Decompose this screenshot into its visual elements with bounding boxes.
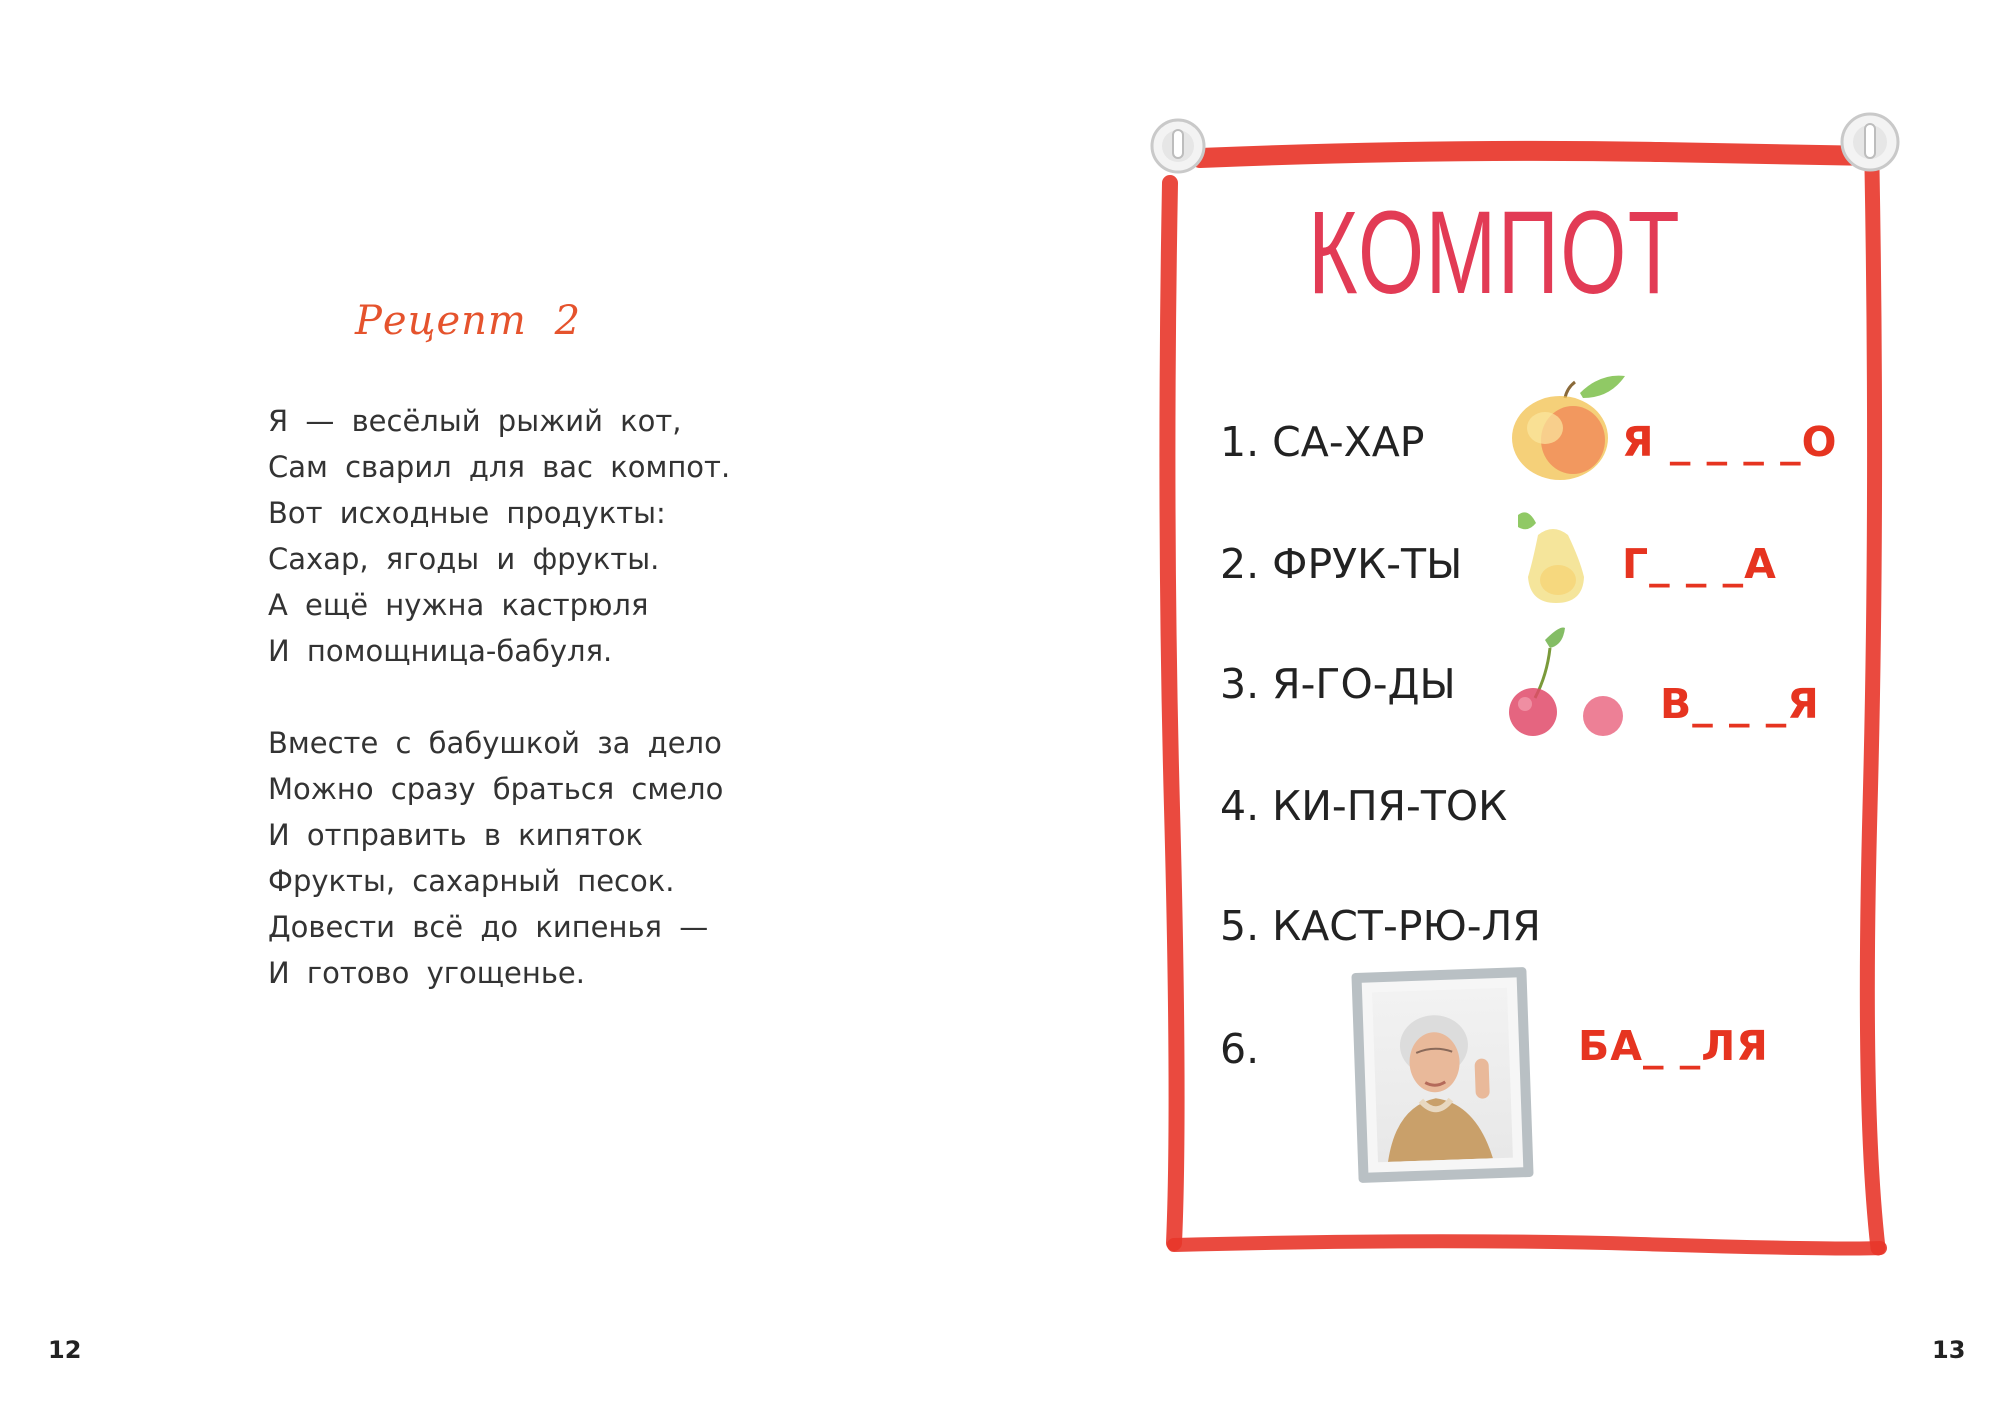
recipe-title: Рецепт 2 [355,298,582,344]
blank-pear: Г_ _ _А [1622,540,1777,588]
poem-line: Можно сразу браться смело [268,772,724,806]
item-boiling-water: 4. КИ-ПЯ-ТОК [1220,782,1508,830]
pear-icon [1508,505,1598,605]
poem-line: Довести всё до кипенья — [268,910,709,944]
pin-left-icon [1152,120,1204,172]
poem-line: А ещё нужна кастрюля [268,588,649,622]
blank-grandma: БА_ _ЛЯ [1578,1022,1769,1070]
poem-line: Вместе с бабушкой за дело [268,726,722,760]
poem-line: Я — весёлый рыжий кот, [268,404,682,438]
page-number-left: 12 [48,1336,82,1364]
poem-line: Сам сварил для вас компот. [268,450,731,484]
poster-title: КОМПОТ [1308,187,1682,319]
item-fruits: 2. ФРУК-ТЫ [1220,540,1463,588]
grandma-photo-frame [1351,967,1533,1183]
poem-line: И помощница-бабуля. [268,634,613,668]
apple-icon [1505,368,1630,483]
poem-line: И отправить в кипяток [268,818,644,852]
poem [268,398,730,1042]
grandma-photo [1372,988,1513,1163]
pin-right-icon [1842,114,1898,170]
poem-line: Вот исходные продукты: [268,496,666,530]
poem-stanza-1 [268,398,730,674]
blank-cherry: В_ _ _Я [1660,680,1820,728]
poem-line: Фрукты, сахарный песок. [268,864,675,898]
item-berries: 3. Я-ГО-ДЫ [1220,660,1456,708]
poem-line: И готово угощенье. [268,956,585,990]
item-sugar: 1. СА-ХАР [1220,418,1425,466]
poem-stanza-2 [268,720,730,996]
cherries-icon [1505,620,1635,740]
blank-apple: Я _ _ _ _О [1622,418,1838,466]
item-saucepan: 5. КАСТ-РЮ-ЛЯ [1220,902,1541,950]
poem-line: Сахар, ягоды и фрукты. [268,542,660,576]
item-grandma: 6. [1220,1025,1260,1073]
page-number-right: 13 [1932,1336,1966,1364]
grandma-portrait-icon [1372,988,1513,1163]
